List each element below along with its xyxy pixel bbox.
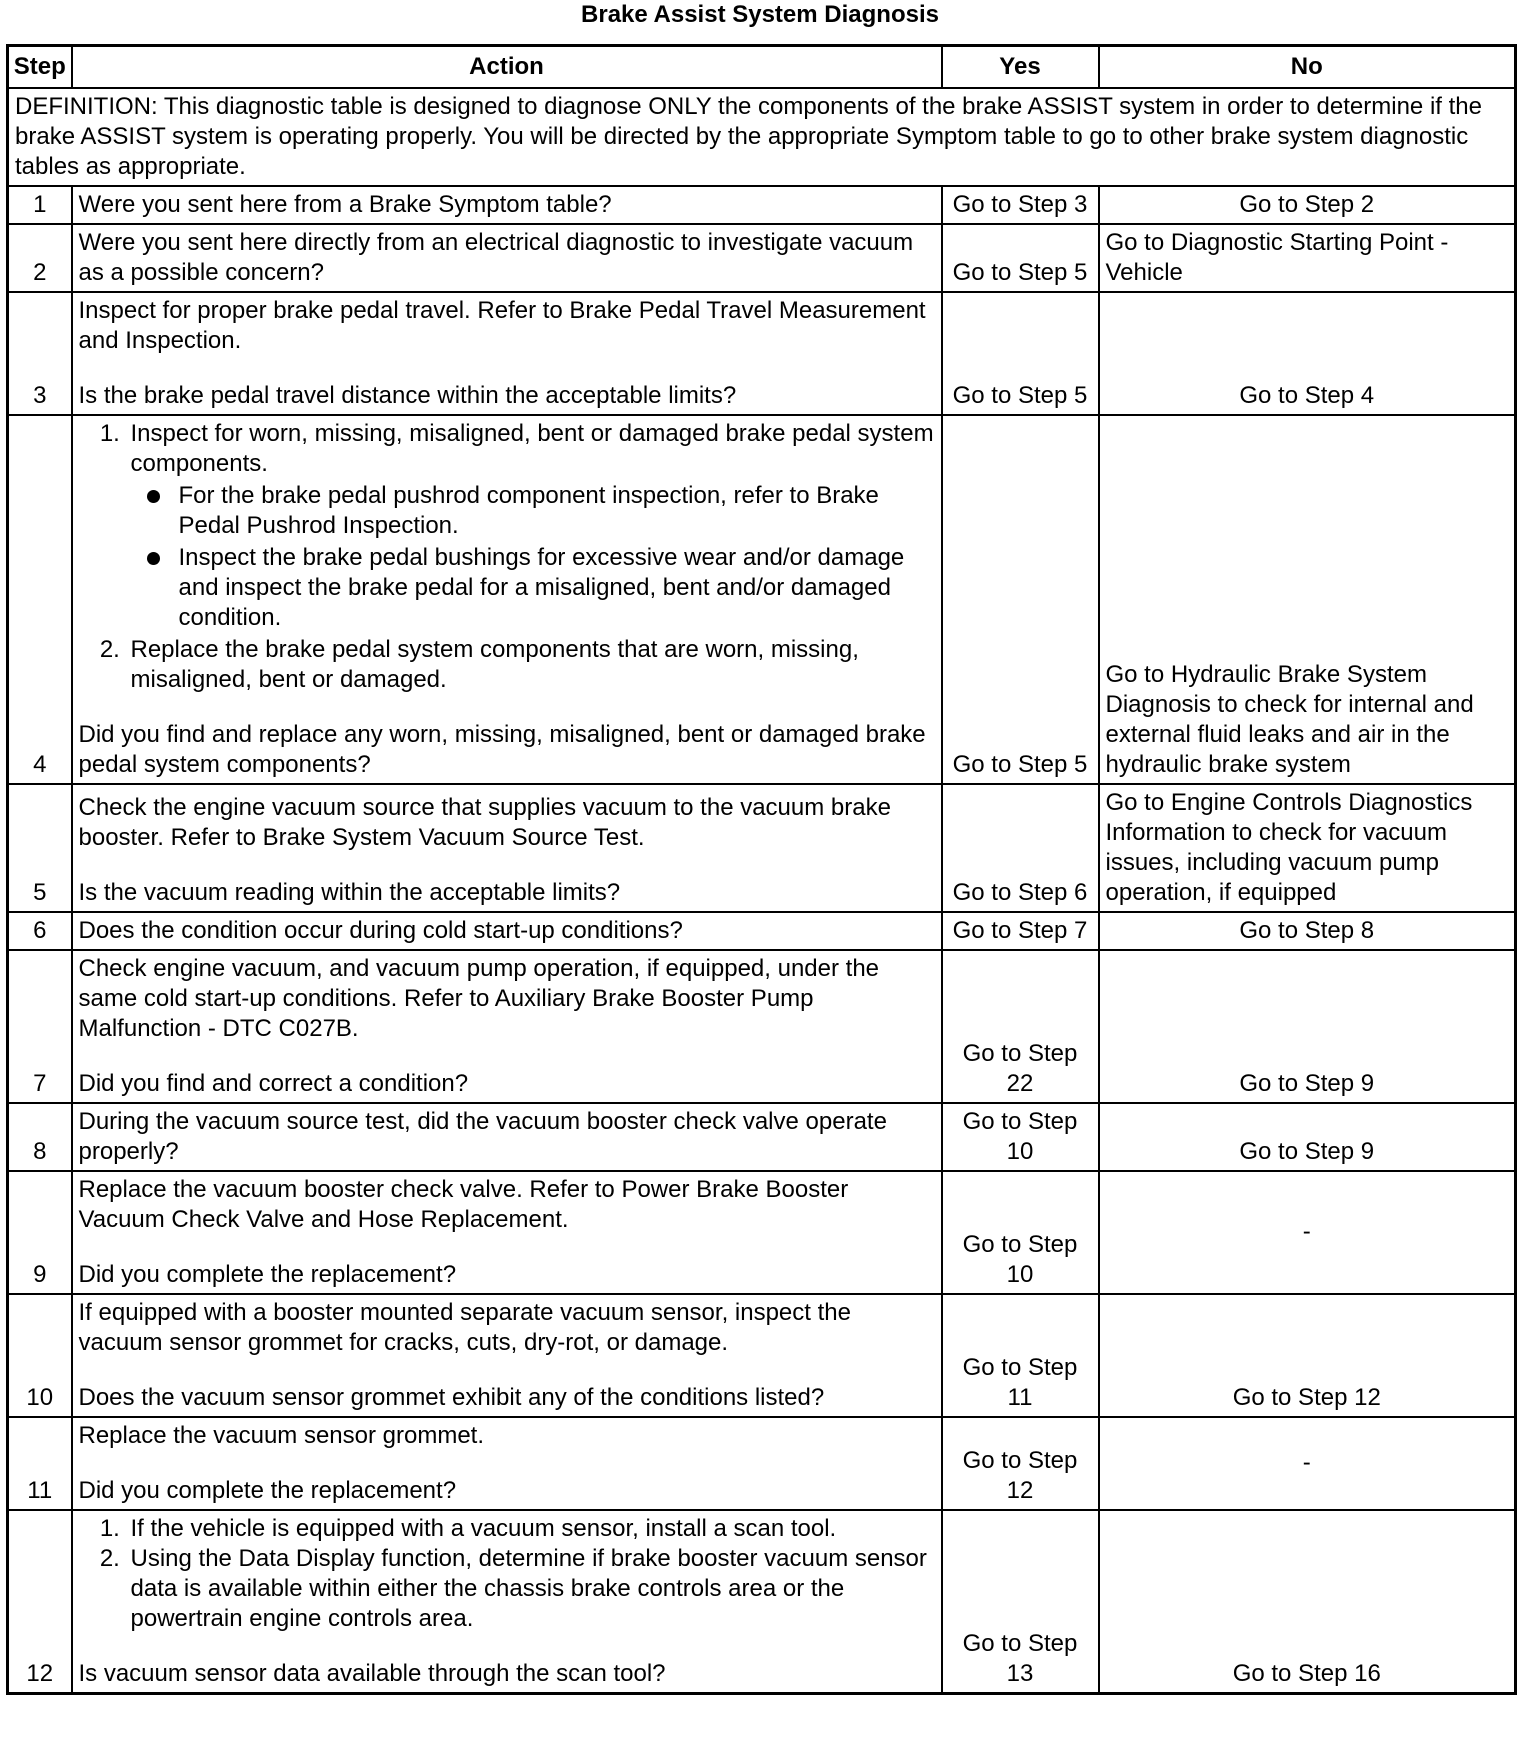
list-item xyxy=(127,1514,935,1544)
action-question: Did you find and replace any worn, missing, misaligned, bent or damaged brake pedal system components? xyxy=(78,720,926,778)
action-question: Is the brake pedal travel distance within the acceptable limits? xyxy=(78,381,737,409)
table-row xyxy=(8,950,1516,1103)
step-action: During the vacuum source test, did the vacuum booster check valve operate properly? xyxy=(72,1103,942,1171)
no-outcome: - xyxy=(1099,1171,1516,1294)
action-question: Did you complete the replacement? xyxy=(78,1476,457,1504)
step-action xyxy=(72,1510,942,1694)
step-number: 9 xyxy=(8,1171,72,1294)
header-step: Step xyxy=(8,46,72,88)
yes-outcome: Go to Step 3 xyxy=(942,186,1099,224)
step-number: 1 xyxy=(8,186,72,224)
list-item-text: Inspect for worn, missing, misaligned, bent or damaged brake pedal system components. xyxy=(130,419,934,477)
step-action xyxy=(72,784,942,912)
yes-outcome: Go to Step 5 xyxy=(942,224,1099,292)
yes-outcome: Go to Step 5 xyxy=(942,415,1099,784)
action-instruction: Replace the vacuum booster check valve. Refer to Power Brake Booster Vacuum Check Valve and Hose Replacement. xyxy=(78,1175,849,1233)
step-number: 11 xyxy=(8,1417,72,1510)
step-action: Were you sent here from a Brake Symptom table? xyxy=(72,186,942,224)
list-item-text: Replace the brake pedal system components that are worn, missing, misaligned, bent or damaged. xyxy=(130,635,859,693)
step-action xyxy=(72,292,942,415)
bullet-item: For the brake pedal pushrod component inspection, refer to Brake Pedal Pushrod Inspection. xyxy=(179,481,935,541)
action-steps-list xyxy=(79,1514,935,1634)
yes-outcome: Go to Step 10 xyxy=(942,1103,1099,1171)
table-row xyxy=(8,1103,1516,1171)
step-number: 7 xyxy=(8,950,72,1103)
yes-outcome: Go to Step 22 xyxy=(942,950,1099,1103)
step-number: 10 xyxy=(8,1294,72,1417)
table-row xyxy=(8,1294,1516,1417)
no-outcome: Go to Engine Controls Diagnostics Information to check for vacuum issues, including vacuum pump operation, if equipped xyxy=(1099,784,1516,912)
action-question: Is vacuum sensor data available through the scan tool? xyxy=(78,1659,666,1687)
header-no: No xyxy=(1099,46,1516,88)
action-instruction: If equipped with a booster mounted separate vacuum sensor, inspect the vacuum sensor grommet for cracks, cuts, dry-rot, or damage. xyxy=(78,1298,851,1356)
yes-outcome: Go to Step 11 xyxy=(942,1294,1099,1417)
document-title: Brake Assist System Diagnosis xyxy=(581,1,939,28)
no-outcome: Go to Step 9 xyxy=(1099,950,1516,1103)
step-action: Were you sent here directly from an electrical diagnostic to investigate vacuum as a possible concern? xyxy=(72,224,942,292)
table-row xyxy=(8,415,1516,784)
no-outcome: Go to Hydraulic Brake System Diagnosis to check for internal and external fluid leaks and air in the hydraulic brake system xyxy=(1099,415,1516,784)
step-action xyxy=(72,950,942,1103)
definition-text: DEFINITION: This diagnostic table is designed to diagnose ONLY the components of the brake ASSIST system in order to determine if the brake ASSIST system is operating properly. You will be directed by the appropriate Symptom table to go to other brake system diagnostic tables as appropriate. xyxy=(8,88,1516,186)
header-action: Action xyxy=(72,46,942,88)
table-row xyxy=(8,186,1516,224)
step-number: 12 xyxy=(8,1510,72,1694)
action-question: Did you complete the replacement? xyxy=(78,1260,457,1288)
step-number: 2 xyxy=(8,224,72,292)
action-question: Did you find and correct a condition? xyxy=(78,1069,469,1097)
step-number: 5 xyxy=(8,784,72,912)
action-steps-list xyxy=(79,419,935,695)
action-instruction: Check the engine vacuum source that supplies vacuum to the vacuum brake booster. Refer to Brake System Vacuum Source Test. xyxy=(78,793,891,851)
no-outcome: Go to Step 16 xyxy=(1099,1510,1516,1694)
table-row xyxy=(8,784,1516,912)
no-outcome: Go to Step 12 xyxy=(1099,1294,1516,1417)
step-number: 3 xyxy=(8,292,72,415)
list-item xyxy=(127,1544,935,1634)
table-row xyxy=(8,1510,1516,1694)
step-number: 4 xyxy=(8,415,72,784)
bullet-item: Inspect the brake pedal bushings for excessive wear and/or damage and inspect the brake pedal for a misaligned, bent and/or damaged condition. xyxy=(179,543,935,633)
step-action xyxy=(72,1294,942,1417)
table-row xyxy=(8,1171,1516,1294)
table-row xyxy=(8,224,1516,292)
action-instruction: Check engine vacuum, and vacuum pump operation, if equipped, under the same cold start-up conditions. Refer to Auxiliary Brake Booster Pump Malfunction - DTC C027B. xyxy=(78,954,880,1042)
yes-outcome: Go to Step 6 xyxy=(942,784,1099,912)
step-number: 6 xyxy=(8,912,72,950)
table-row xyxy=(8,1417,1516,1510)
no-outcome: Go to Step 2 xyxy=(1099,186,1516,224)
table-row xyxy=(8,912,1516,950)
no-outcome: Go to Step 9 xyxy=(1099,1103,1516,1171)
yes-outcome: Go to Step 13 xyxy=(942,1510,1099,1694)
step-number: 8 xyxy=(8,1103,72,1171)
yes-outcome: Go to Step 10 xyxy=(942,1171,1099,1294)
header-row xyxy=(8,46,1516,88)
table-row xyxy=(8,292,1516,415)
action-instruction: Inspect for proper brake pedal travel. Refer to Brake Pedal Travel Measurement and Inspection. xyxy=(78,296,926,354)
bullet-list xyxy=(131,481,935,633)
list-item xyxy=(127,635,935,695)
diagnosis-table xyxy=(6,44,1517,1695)
action-instruction: Replace the vacuum sensor grommet. xyxy=(78,1421,485,1449)
step-action xyxy=(72,1417,942,1510)
action-question: Does the vacuum sensor grommet exhibit any of the conditions listed? xyxy=(78,1383,825,1411)
no-outcome: Go to Diagnostic Starting Point - Vehicle xyxy=(1099,224,1516,292)
list-item xyxy=(127,419,935,633)
yes-outcome: Go to Step 7 xyxy=(942,912,1099,950)
list-item-text: If the vehicle is equipped with a vacuum sensor, install a scan tool. xyxy=(130,1514,837,1542)
yes-outcome: Go to Step 12 xyxy=(942,1417,1099,1510)
no-outcome: - xyxy=(1099,1417,1516,1510)
definition-row xyxy=(8,88,1516,186)
step-action xyxy=(72,415,942,784)
action-question: Is the vacuum reading within the acceptable limits? xyxy=(78,878,621,906)
yes-outcome: Go to Step 5 xyxy=(942,292,1099,415)
step-action xyxy=(72,1171,942,1294)
header-yes: Yes xyxy=(942,46,1099,88)
step-action: Does the condition occur during cold start-up conditions? xyxy=(72,912,942,950)
no-outcome: Go to Step 4 xyxy=(1099,292,1516,415)
no-outcome: Go to Step 8 xyxy=(1099,912,1516,950)
list-item-text: Using the Data Display function, determine if brake booster vacuum sensor data is available within either the chassis brake controls area or the powertrain engine controls area. xyxy=(130,1544,927,1632)
